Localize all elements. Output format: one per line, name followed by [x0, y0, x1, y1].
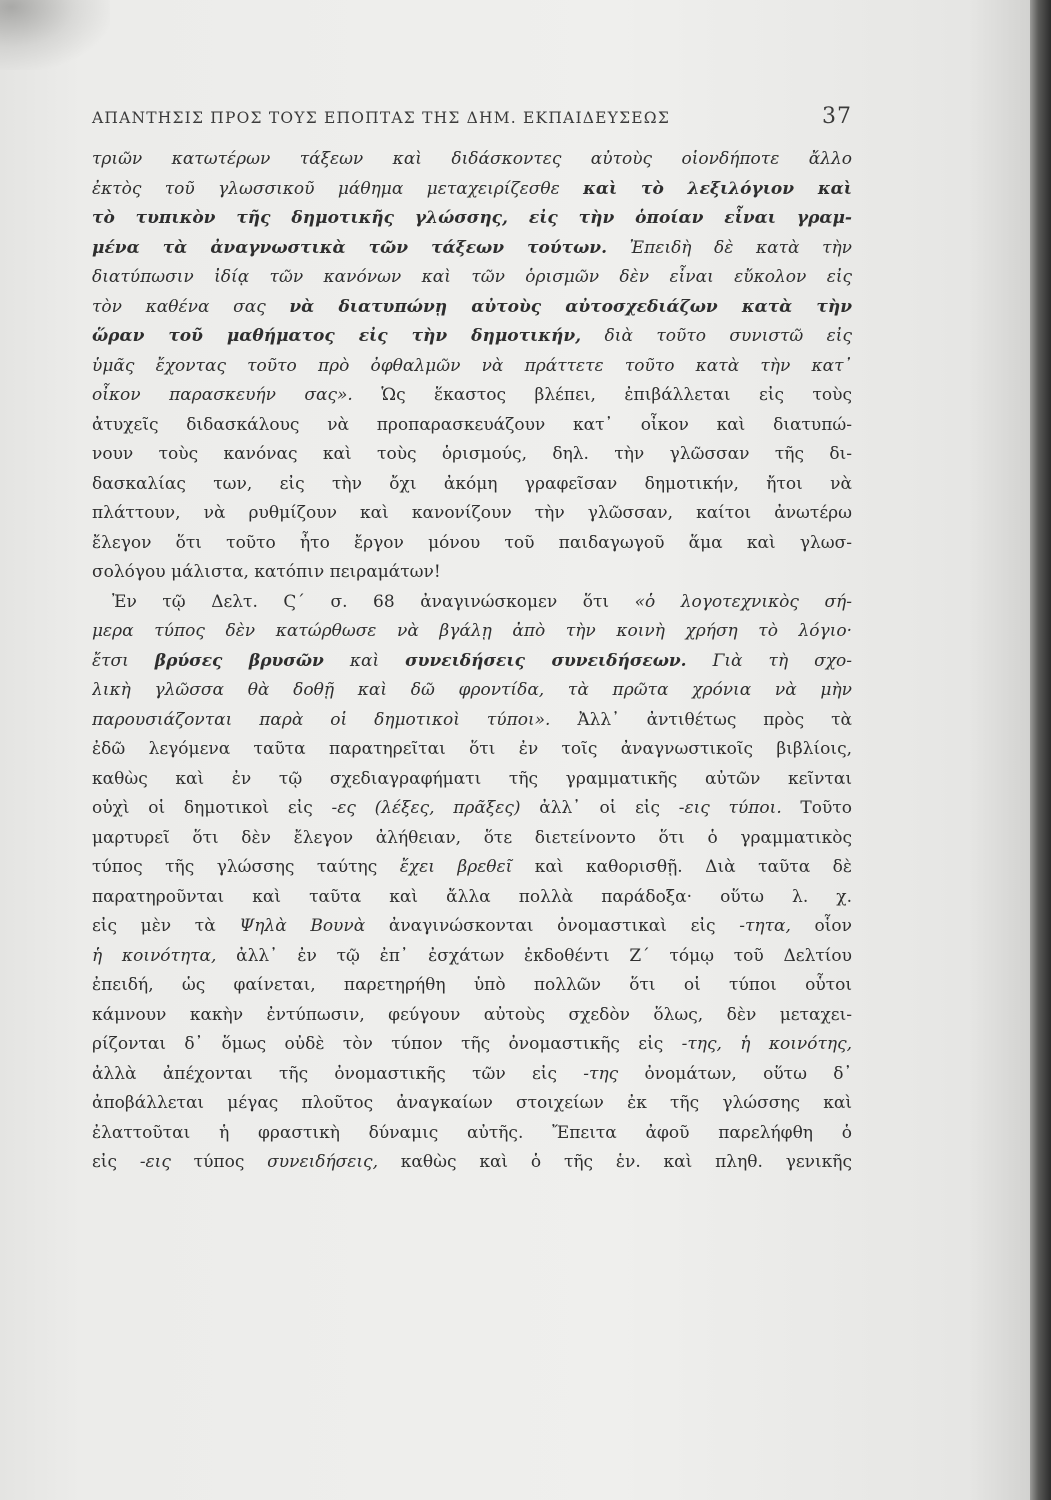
text-line — [92, 322, 852, 352]
text-segment: -της, ἡ κοινότης, — [681, 1034, 852, 1054]
text-line — [92, 617, 852, 647]
text-segment: συνειδήσεις, — [267, 1152, 378, 1172]
text-segment: ἐπειδή, ὡς φαίνεται, παρετηρήθη ὑπὸ πολλῶν ὅτι οἱ τύποι οὗτοι — [92, 975, 852, 995]
text-segment: -εις τύποι. — [678, 798, 782, 818]
text-segment: ὀνομάτων, οὕτω δ᾽ — [618, 1063, 852, 1084]
text-line — [92, 794, 852, 824]
text-line — [92, 145, 852, 175]
text-segment: οἷον — [790, 916, 852, 936]
text-line — [92, 234, 852, 264]
text-line — [92, 1030, 852, 1060]
text-line — [92, 883, 852, 913]
text-segment: ἀναγινώσκονται ὀνομαστικαὶ εἰς — [365, 916, 740, 936]
text-line — [92, 440, 852, 470]
text-line — [92, 352, 852, 382]
text-segment: ἐδῶ λεγόμενα ταῦτα παρατηρεῖται ὅτι ἐν τοῖς ἀναγνωστικοῖς βιβλίοις, — [92, 739, 852, 759]
text-segment: μένα τὰ ἀναγνωστικὰ τῶν τάξεων τούτων. — [92, 237, 608, 258]
text-line — [92, 942, 852, 972]
text-segment: λικὴ γλῶσσα θὰ δοθῇ καὶ δῶ φροντίδα, τὰ πρῶτα χρόνια νὰ μὴν — [92, 680, 852, 700]
text-segment: παρουσιάζονται παρὰ οἱ δημοτικοὶ τύποι». — [92, 709, 551, 730]
text-line — [92, 912, 852, 942]
text-line — [92, 588, 852, 618]
text-segment: οὐχὶ οἱ δημοτικοὶ εἰς — [92, 798, 332, 818]
text-segment: ὑμᾶς ἔχοντας τοῦτο πρὸ ὀφθαλμῶν νὰ πράττετε τοῦτο κατὰ τὴν κατ᾽ — [92, 355, 852, 376]
text-line — [92, 1148, 852, 1178]
text-line — [92, 411, 852, 441]
text-segment: διατύπωσιν ἰδίᾳ τῶν κανόνων καὶ τῶν ὁρισμῶν δὲν εἶναι εὔκολον εἰς — [92, 267, 852, 287]
text-segment: μαρτυρεῖ ὅτι δὲν ἔλεγον ἀλήθειαν, ὅτε διετείνοντο ὅτι ὁ γραμματικὸς — [92, 827, 852, 848]
text-segment: Τοῦτο — [781, 798, 852, 818]
text-line — [92, 1001, 852, 1031]
text-segment: μερα τύπος δὲν κατώρθωσε νὰ βγάλῃ ἀπὸ τὴν κοινὴ χρήση τὸ λόγιο· — [92, 621, 852, 641]
text-segment: Ἀλλ᾽ ἀντιθέτως πρὸς τὰ — [550, 709, 852, 730]
text-segment: καὶ τὸ λεξιλόγιον καὶ — [583, 178, 852, 199]
text-segment: Ὡς ἕκαστος βλέπει, ἐπιβάλλεται εἰς τοὺς — [352, 385, 852, 405]
text-segment: ἐλαττοῦται ἡ φραστικὴ δύναμις αὐτῆς. Ἔπειτα ἀφοῦ παρελήφθη ὁ — [92, 1122, 852, 1143]
text-segment: Γιὰ τὴ σχο- — [686, 650, 852, 671]
text-segment: ἀποβάλλεται μέγας πλοῦτος ἀναγκαίων στοιχείων ἐκ τῆς γλώσσης καὶ — [92, 1093, 852, 1113]
page-stain — [0, 0, 110, 70]
text-line — [92, 706, 852, 736]
text-line — [92, 735, 852, 765]
text-segment: καὶ καθορισθῇ. Διὰ ταῦτα δὲ — [512, 857, 852, 877]
text-segment: καθὼς καὶ ὁ τῆς ἑν. καὶ πληθ. γενικῆς — [377, 1152, 852, 1172]
page-number: 37 — [822, 104, 852, 129]
text-segment: εἰς μὲν τὰ — [92, 916, 240, 936]
text-segment: νὰ διατυπώνῃ αὐτοὺς αὐτοσχεδιάζων κατὰ τὴν — [289, 296, 852, 317]
text-segment: -τητα, — [739, 916, 791, 936]
text-segment: βρύσες βρυσῶν — [154, 650, 324, 671]
text-segment: νουν τοὺς κανόνας καὶ τοὺς ὁρισμούς, δηλ. τὴν γλῶσσαν τῆς δι- — [92, 444, 852, 464]
text-segment: -της — [583, 1063, 619, 1084]
text-line — [92, 824, 852, 854]
text-segment: τριῶν κατωτέρων τάξεων καὶ διδάσκοντες αὐτοὺς οἱονδήποτε ἄλλο — [92, 149, 852, 169]
text-segment: ρίζονται δ᾽ ὅμως οὐδὲ τὸν τύπον τῆς ὀνομαστικῆς εἰς — [92, 1034, 682, 1054]
text-segment: Ψηλὰ Βουνὰ — [239, 916, 366, 936]
text-line — [92, 676, 852, 706]
text-line — [92, 175, 852, 205]
text-segment: τύπος — [170, 1152, 268, 1172]
text-line — [92, 381, 852, 411]
text-segment: ἀλλ᾽ οἱ εἰς — [520, 798, 679, 818]
text-line — [92, 971, 852, 1001]
text-segment: οἶκον παρασκευήν σας». — [92, 385, 353, 405]
text-segment: ἐκτὸς τοῦ γλωσσικοῦ μάθημα μεταχειρίζεσθε — [92, 178, 584, 199]
text-line — [92, 1089, 852, 1119]
body-text — [92, 145, 852, 1178]
text-line — [92, 558, 852, 588]
text-segment: ἀλλὰ ἀπέχονται τῆς ὀνομαστικῆς τῶν εἰς — [92, 1063, 584, 1084]
text-segment: τύπος τῆς γλώσσης ταύτης — [92, 857, 400, 877]
text-segment: εἰς — [92, 1152, 140, 1172]
text-segment: ἔλεγον ὅτι τοῦτο ἦτο ἔργον μόνου τοῦ παιδαγωγοῦ ἅμα καὶ γλωσ- — [92, 532, 852, 553]
text-segment: δασκαλίας των, εἰς τὴν ὄχι ἀκόμη γραφεῖσαν δημοτικήν, ἤτοι νὰ — [92, 473, 852, 494]
text-line — [92, 1060, 852, 1090]
text-line — [92, 263, 852, 293]
text-segment: διὰ τοῦτο συνιστῶ εἰς — [581, 326, 852, 346]
text-segment: ἀλλ᾽ ἐν τῷ ἐπ᾽ ἐσχάτων ἐκδοθέντι Ζ´ τόμῳ τοῦ Δελτίου — [216, 945, 852, 966]
running-head: ΑΠΑΝΤΗΣΙΣ ΠΡΟΣ ΤΟΥΣ ΕΠΟΠΤΑΣ ΤΗΣ ΔΗΜ. ΕΚΠΑΙΔΕΥΣΕΩΣ — [92, 109, 670, 127]
text-segment: -εις — [139, 1152, 171, 1172]
text-segment: συνειδήσεις συνειδήσεων. — [405, 650, 687, 671]
text-segment: καθὼς καὶ ἐν τῷ σχεδιαγραφήματι τῆς γραμματικῆς αὐτῶν κεῖνται — [92, 768, 852, 789]
text-segment: ἡ κοινότητα, — [92, 945, 217, 966]
text-line — [92, 470, 852, 500]
text-segment: Ἐν τῷ Δελτ. Ϛ´ σ. 68 ἀναγινώσκομεν ὅτι — [112, 591, 635, 612]
text-segment: κάμνουν κακὴν ἐντύπωσιν, φεύγουν αὐτοὺς σχεδὸν ὅλως, δὲν μεταχει- — [92, 1004, 852, 1025]
text-line — [92, 647, 852, 677]
text-segment: πλάττουν, νὰ ρυθμίζουν καὶ κανονίζουν τὴν γλῶσσαν, καίτοι ἀνωτέρω — [92, 503, 852, 523]
text-line — [92, 765, 852, 795]
text-segment: σολόγου μάλιστα, κατόπιν πειραμάτων! — [92, 562, 441, 582]
text-line — [92, 499, 852, 529]
page-header — [92, 104, 852, 144]
text-line — [92, 293, 852, 323]
text-segment: τὸν καθένα σας — [92, 296, 290, 317]
text-segment: καὶ — [323, 650, 406, 671]
text-line — [92, 1119, 852, 1149]
text-segment: παρατηροῦνται καὶ ταῦτα καὶ ἄλλα πολλὰ παράδοξα· οὕτω λ. χ. — [92, 886, 852, 907]
page-edge — [1030, 0, 1051, 1500]
text-line — [92, 853, 852, 883]
text-segment: -ες (λέξες, πρᾶξες) — [331, 798, 521, 818]
text-segment: «ὁ λογοτεχνικὸς σή- — [634, 591, 852, 612]
text-line — [92, 204, 852, 234]
text-segment: ἔτσι — [92, 650, 155, 671]
text-line — [92, 529, 852, 559]
text-segment: ὥραν τοῦ μαθήματος εἰς τὴν δημοτικήν, — [92, 326, 582, 346]
text-segment: ἀτυχεῖς διδασκάλους νὰ προπαρασκευάζουν κατ᾽ οἶκον καὶ διατυπώ- — [92, 414, 852, 435]
text-segment: Ἐπειδὴ δὲ κατὰ τὴν — [607, 237, 852, 258]
text-segment: τὸ τυπικὸν τῆς δημοτικῆς γλώσσης, εἰς τὴν ὁποίαν εἶναι γραμ- — [92, 208, 852, 228]
text-segment: ἔχει βρεθεῖ — [399, 857, 513, 877]
